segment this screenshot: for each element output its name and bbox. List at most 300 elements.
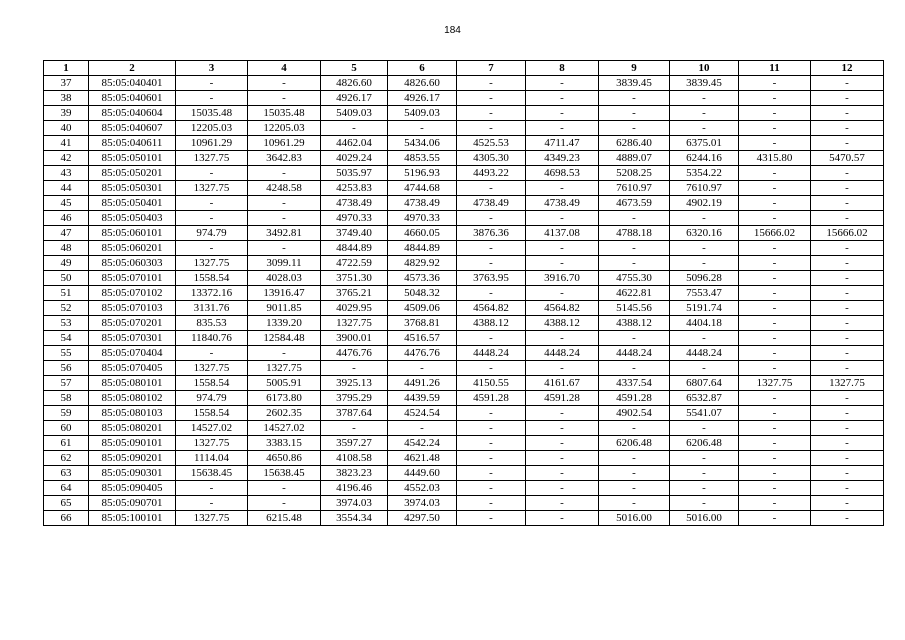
- table-cell: -: [739, 361, 811, 376]
- table-cell: 4621.48: [388, 451, 457, 466]
- column-header: 3: [176, 61, 248, 76]
- table-cell: 4722.59: [321, 256, 388, 271]
- table-cell: 4902.54: [599, 406, 670, 421]
- table-cell: -: [811, 286, 884, 301]
- table-cell: 6375.01: [670, 136, 739, 151]
- table-cell: 1327.75: [176, 511, 248, 526]
- table-row: [44, 151, 884, 166]
- table-cell: -: [526, 106, 599, 121]
- table-cell: -: [811, 211, 884, 226]
- table-cell: 1327.75: [811, 376, 884, 391]
- table-cell: 1114.04: [176, 451, 248, 466]
- table-row: [44, 76, 884, 91]
- table-cell: -: [321, 421, 388, 436]
- table-cell: -: [811, 241, 884, 256]
- table-cell: 7610.97: [599, 181, 670, 196]
- table-cell: 42: [44, 151, 89, 166]
- table-cell: -: [526, 211, 599, 226]
- table-cell: 11840.76: [176, 331, 248, 346]
- table-cell: -: [321, 121, 388, 136]
- table-cell: 4305.30: [457, 151, 526, 166]
- table-cell: 7610.97: [670, 181, 739, 196]
- table-cell: 5048.32: [388, 286, 457, 301]
- table-cell: 3974.03: [321, 496, 388, 511]
- table-cell: 41: [44, 136, 89, 151]
- column-header: 2: [89, 61, 176, 76]
- table-cell: 5016.00: [599, 511, 670, 526]
- table-cell: 5354.22: [670, 166, 739, 181]
- table-cell: 4788.18: [599, 226, 670, 241]
- table-cell: -: [739, 316, 811, 331]
- table-cell: 4315.80: [739, 151, 811, 166]
- table-cell: 39: [44, 106, 89, 121]
- table-cell: 4297.50: [388, 511, 457, 526]
- table-cell: -: [811, 421, 884, 436]
- table-cell: 3642.83: [248, 151, 321, 166]
- table-cell: -: [526, 481, 599, 496]
- table-cell: 43: [44, 166, 89, 181]
- table-row: [44, 196, 884, 211]
- table-cell: 1558.54: [176, 406, 248, 421]
- table-cell: -: [457, 481, 526, 496]
- table-cell: 4524.54: [388, 406, 457, 421]
- table-cell: 57: [44, 376, 89, 391]
- table-row: [44, 436, 884, 451]
- table-cell: 4029.24: [321, 151, 388, 166]
- table-cell: -: [176, 91, 248, 106]
- table-cell: 12205.03: [176, 121, 248, 136]
- table-cell: 45: [44, 196, 89, 211]
- table-cell: -: [599, 496, 670, 511]
- table-cell: -: [248, 241, 321, 256]
- table-cell: 51: [44, 286, 89, 301]
- table-cell: 3763.95: [457, 271, 526, 286]
- table-cell: -: [599, 331, 670, 346]
- table-cell: 4673.59: [599, 196, 670, 211]
- table-cell: -: [526, 406, 599, 421]
- column-header: 8: [526, 61, 599, 76]
- table-cell: 4650.86: [248, 451, 321, 466]
- table-cell: -: [670, 241, 739, 256]
- column-header: 11: [739, 61, 811, 76]
- table-cell: 65: [44, 496, 89, 511]
- table-cell: 6244.16: [670, 151, 739, 166]
- table-cell: 15666.02: [811, 226, 884, 241]
- table-cell: -: [599, 451, 670, 466]
- table-cell: 85:05:050201: [89, 166, 176, 181]
- table-cell: -: [457, 241, 526, 256]
- table-cell: -: [599, 106, 670, 121]
- table-cell: 3787.64: [321, 406, 388, 421]
- table-cell: -: [739, 406, 811, 421]
- table-row: [44, 376, 884, 391]
- table-cell: 4388.12: [457, 316, 526, 331]
- table-cell: 4028.03: [248, 271, 321, 286]
- table-cell: 3131.76: [176, 301, 248, 316]
- table-cell: 4970.33: [321, 211, 388, 226]
- table-cell: 85:05:080102: [89, 391, 176, 406]
- table-cell: -: [457, 331, 526, 346]
- table-cell: 49: [44, 256, 89, 271]
- table-cell: 85:05:070405: [89, 361, 176, 376]
- table-cell: -: [526, 91, 599, 106]
- table-cell: -: [811, 406, 884, 421]
- table-cell: 5096.28: [670, 271, 739, 286]
- table-cell: 835.53: [176, 316, 248, 331]
- table-cell: 85:05:080103: [89, 406, 176, 421]
- table-cell: 3768.81: [388, 316, 457, 331]
- table-cell: 48: [44, 241, 89, 256]
- table-cell: 4196.46: [321, 481, 388, 496]
- table-cell: -: [811, 496, 884, 511]
- table-cell: -: [739, 481, 811, 496]
- table-cell: 4449.60: [388, 466, 457, 481]
- table-cell: -: [526, 256, 599, 271]
- table-cell: 4829.92: [388, 256, 457, 271]
- table-cell: 13372.16: [176, 286, 248, 301]
- table-cell: 3554.34: [321, 511, 388, 526]
- table-cell: -: [526, 451, 599, 466]
- table-cell: -: [739, 496, 811, 511]
- table-row: [44, 211, 884, 226]
- table-row: [44, 361, 884, 376]
- table-cell: 3839.45: [599, 76, 670, 91]
- table-cell: -: [457, 106, 526, 121]
- table-cell: 15666.02: [739, 226, 811, 241]
- table-cell: 10961.29: [248, 136, 321, 151]
- table-cell: 85:05:040611: [89, 136, 176, 151]
- table-cell: 4926.17: [321, 91, 388, 106]
- table-cell: 4591.28: [599, 391, 670, 406]
- table-cell: 3597.27: [321, 436, 388, 451]
- table-cell: 62: [44, 451, 89, 466]
- table-cell: 6206.48: [670, 436, 739, 451]
- table-cell: -: [670, 106, 739, 121]
- table-cell: -: [739, 121, 811, 136]
- table-cell: 85:05:100101: [89, 511, 176, 526]
- table-cell: 1327.75: [321, 316, 388, 331]
- table-cell: -: [739, 346, 811, 361]
- table-cell: 4738.49: [526, 196, 599, 211]
- table-cell: 14527.02: [248, 421, 321, 436]
- table-cell: 4826.60: [321, 76, 388, 91]
- table-cell: -: [599, 481, 670, 496]
- table-cell: 3749.40: [321, 226, 388, 241]
- table-cell: -: [526, 511, 599, 526]
- table-cell: -: [526, 331, 599, 346]
- table-row: [44, 106, 884, 121]
- table-cell: -: [526, 121, 599, 136]
- table-row: [44, 496, 884, 511]
- table-cell: -: [811, 271, 884, 286]
- table-cell: 4970.33: [388, 211, 457, 226]
- table-cell: -: [457, 406, 526, 421]
- table-row: [44, 166, 884, 181]
- table-cell: 5005.91: [248, 376, 321, 391]
- table-cell: 44: [44, 181, 89, 196]
- table-cell: 6173.80: [248, 391, 321, 406]
- table-cell: 5016.00: [670, 511, 739, 526]
- table-cell: 85:05:090201: [89, 451, 176, 466]
- table-cell: -: [670, 121, 739, 136]
- table-row: [44, 406, 884, 421]
- table-row: [44, 466, 884, 481]
- table-cell: -: [739, 436, 811, 451]
- table-cell: 1327.75: [739, 376, 811, 391]
- table-cell: -: [176, 196, 248, 211]
- table-cell: -: [739, 451, 811, 466]
- table-cell: -: [457, 286, 526, 301]
- table-cell: 85:05:070102: [89, 286, 176, 301]
- table-cell: 6807.64: [670, 376, 739, 391]
- table-cell: 4448.24: [457, 346, 526, 361]
- table-cell: -: [811, 391, 884, 406]
- table-cell: 4248.58: [248, 181, 321, 196]
- table-cell: -: [670, 421, 739, 436]
- table-cell: 5208.25: [599, 166, 670, 181]
- table-cell: 85:05:040604: [89, 106, 176, 121]
- table-cell: -: [176, 166, 248, 181]
- table-cell: 38: [44, 91, 89, 106]
- table-cell: 4516.57: [388, 331, 457, 346]
- table-body: [44, 76, 884, 526]
- table-cell: -: [739, 466, 811, 481]
- table-cell: -: [811, 451, 884, 466]
- table-cell: 4349.23: [526, 151, 599, 166]
- table-cell: -: [457, 121, 526, 136]
- table-cell: 1558.54: [176, 271, 248, 286]
- table-cell: 3765.21: [321, 286, 388, 301]
- table-row: [44, 451, 884, 466]
- table-cell: -: [739, 91, 811, 106]
- table-cell: 85:05:090301: [89, 466, 176, 481]
- table-cell: 60: [44, 421, 89, 436]
- table-cell: 4844.89: [321, 241, 388, 256]
- column-header: 4: [248, 61, 321, 76]
- table-cell: -: [248, 166, 321, 181]
- table-cell: 85:05:070404: [89, 346, 176, 361]
- table-cell: -: [670, 496, 739, 511]
- table-cell: 56: [44, 361, 89, 376]
- table-cell: 7553.47: [670, 286, 739, 301]
- table-cell: -: [599, 361, 670, 376]
- table-cell: 46: [44, 211, 89, 226]
- table-cell: 5035.97: [321, 166, 388, 181]
- table-cell: 4439.59: [388, 391, 457, 406]
- table-cell: 4404.18: [670, 316, 739, 331]
- table-row: [44, 91, 884, 106]
- table-cell: -: [599, 256, 670, 271]
- table-cell: -: [811, 121, 884, 136]
- table-cell: -: [811, 331, 884, 346]
- table-cell: 4826.60: [388, 76, 457, 91]
- table-cell: 4564.82: [457, 301, 526, 316]
- table-cell: -: [176, 481, 248, 496]
- table-cell: -: [388, 121, 457, 136]
- table-cell: -: [670, 256, 739, 271]
- table-cell: 5470.57: [811, 151, 884, 166]
- table-row: [44, 226, 884, 241]
- table-cell: -: [176, 496, 248, 511]
- table-cell: 4926.17: [388, 91, 457, 106]
- table-cell: -: [176, 211, 248, 226]
- table-cell: -: [248, 346, 321, 361]
- table-cell: -: [388, 361, 457, 376]
- table-cell: -: [599, 91, 670, 106]
- table-cell: 3823.23: [321, 466, 388, 481]
- table-cell: -: [739, 511, 811, 526]
- table-cell: -: [526, 436, 599, 451]
- table-cell: 50: [44, 271, 89, 286]
- table-cell: 4902.19: [670, 196, 739, 211]
- table-row: [44, 136, 884, 151]
- table-cell: 4029.95: [321, 301, 388, 316]
- table-cell: -: [811, 466, 884, 481]
- table-row: [44, 271, 884, 286]
- table-cell: 3383.15: [248, 436, 321, 451]
- table-cell: 9011.85: [248, 301, 321, 316]
- table-cell: 4744.68: [388, 181, 457, 196]
- table-cell: -: [457, 211, 526, 226]
- table-cell: -: [457, 256, 526, 271]
- table-cell: 85:05:090405: [89, 481, 176, 496]
- table-header: [44, 61, 884, 76]
- table-cell: -: [248, 211, 321, 226]
- table-cell: 4698.53: [526, 166, 599, 181]
- table-cell: 6532.87: [670, 391, 739, 406]
- table-cell: -: [176, 241, 248, 256]
- table-cell: -: [811, 76, 884, 91]
- table-cell: 4591.28: [526, 391, 599, 406]
- table-cell: 4622.81: [599, 286, 670, 301]
- table-cell: 37: [44, 76, 89, 91]
- table-cell: 4337.54: [599, 376, 670, 391]
- table-cell: 85:05:090701: [89, 496, 176, 511]
- table-cell: 4711.47: [526, 136, 599, 151]
- column-header: 9: [599, 61, 670, 76]
- table-cell: -: [599, 121, 670, 136]
- table-cell: -: [739, 166, 811, 181]
- table-cell: 4542.24: [388, 436, 457, 451]
- table-cell: 85:05:050403: [89, 211, 176, 226]
- table-cell: -: [526, 421, 599, 436]
- table-cell: 66: [44, 511, 89, 526]
- table-cell: 3751.30: [321, 271, 388, 286]
- table-cell: 58: [44, 391, 89, 406]
- table-cell: -: [321, 361, 388, 376]
- table-cell: -: [526, 496, 599, 511]
- table-cell: 54: [44, 331, 89, 346]
- table-cell: -: [739, 106, 811, 121]
- table-cell: 12584.48: [248, 331, 321, 346]
- table-row: [44, 241, 884, 256]
- table-cell: 3925.13: [321, 376, 388, 391]
- column-header: 7: [457, 61, 526, 76]
- table-cell: 59: [44, 406, 89, 421]
- table-cell: -: [526, 76, 599, 91]
- table-cell: 10961.29: [176, 136, 248, 151]
- data-table: [43, 60, 884, 526]
- table-cell: 4844.89: [388, 241, 457, 256]
- table-cell: -: [739, 136, 811, 151]
- table-cell: 4462.04: [321, 136, 388, 151]
- column-header: 6: [388, 61, 457, 76]
- table-cell: 55: [44, 346, 89, 361]
- table-cell: -: [599, 421, 670, 436]
- table-cell: -: [388, 421, 457, 436]
- table-cell: -: [811, 316, 884, 331]
- table-cell: 85:05:070201: [89, 316, 176, 331]
- table-cell: 3974.03: [388, 496, 457, 511]
- table-cell: 5541.07: [670, 406, 739, 421]
- table-cell: -: [248, 481, 321, 496]
- table-cell: 4253.83: [321, 181, 388, 196]
- table-cell: -: [811, 91, 884, 106]
- table-cell: 974.79: [176, 226, 248, 241]
- table-cell: 4448.24: [670, 346, 739, 361]
- table-cell: 63: [44, 466, 89, 481]
- table-cell: 52: [44, 301, 89, 316]
- table-cell: -: [526, 286, 599, 301]
- table-cell: -: [739, 196, 811, 211]
- table-cell: 5434.06: [388, 136, 457, 151]
- table-cell: -: [599, 466, 670, 481]
- table-cell: 4388.12: [599, 316, 670, 331]
- table-cell: 3900.01: [321, 331, 388, 346]
- table-cell: 40: [44, 121, 89, 136]
- table-cell: 64: [44, 481, 89, 496]
- table-cell: 5409.03: [388, 106, 457, 121]
- table-cell: -: [248, 76, 321, 91]
- table-cell: -: [739, 331, 811, 346]
- table-cell: -: [739, 241, 811, 256]
- table-cell: 4108.58: [321, 451, 388, 466]
- table-cell: 3916.70: [526, 271, 599, 286]
- table-cell: -: [457, 181, 526, 196]
- table-cell: -: [811, 481, 884, 496]
- page-number: 184: [444, 25, 461, 36]
- table-cell: 4738.49: [321, 196, 388, 211]
- table-cell: -: [739, 76, 811, 91]
- table-cell: -: [457, 466, 526, 481]
- table-cell: 4448.24: [599, 346, 670, 361]
- table-cell: 53: [44, 316, 89, 331]
- table-cell: -: [457, 91, 526, 106]
- table-cell: -: [670, 466, 739, 481]
- table-cell: -: [739, 421, 811, 436]
- table-cell: -: [248, 496, 321, 511]
- table-cell: 85:05:060101: [89, 226, 176, 241]
- table-cell: 1558.54: [176, 376, 248, 391]
- column-header: 5: [321, 61, 388, 76]
- table-cell: 4150.55: [457, 376, 526, 391]
- table-cell: 1327.75: [176, 436, 248, 451]
- table-cell: 85:05:060303: [89, 256, 176, 271]
- table-cell: 4573.36: [388, 271, 457, 286]
- table-row: [44, 121, 884, 136]
- table-row: [44, 256, 884, 271]
- table-cell: 61: [44, 436, 89, 451]
- table-cell: -: [526, 361, 599, 376]
- table-cell: 47: [44, 226, 89, 241]
- table-cell: -: [739, 391, 811, 406]
- table-cell: 1327.75: [176, 181, 248, 196]
- table-cell: -: [739, 301, 811, 316]
- table-cell: 85:05:070103: [89, 301, 176, 316]
- table-cell: -: [811, 511, 884, 526]
- table-cell: 3492.81: [248, 226, 321, 241]
- table-cell: 4738.49: [388, 196, 457, 211]
